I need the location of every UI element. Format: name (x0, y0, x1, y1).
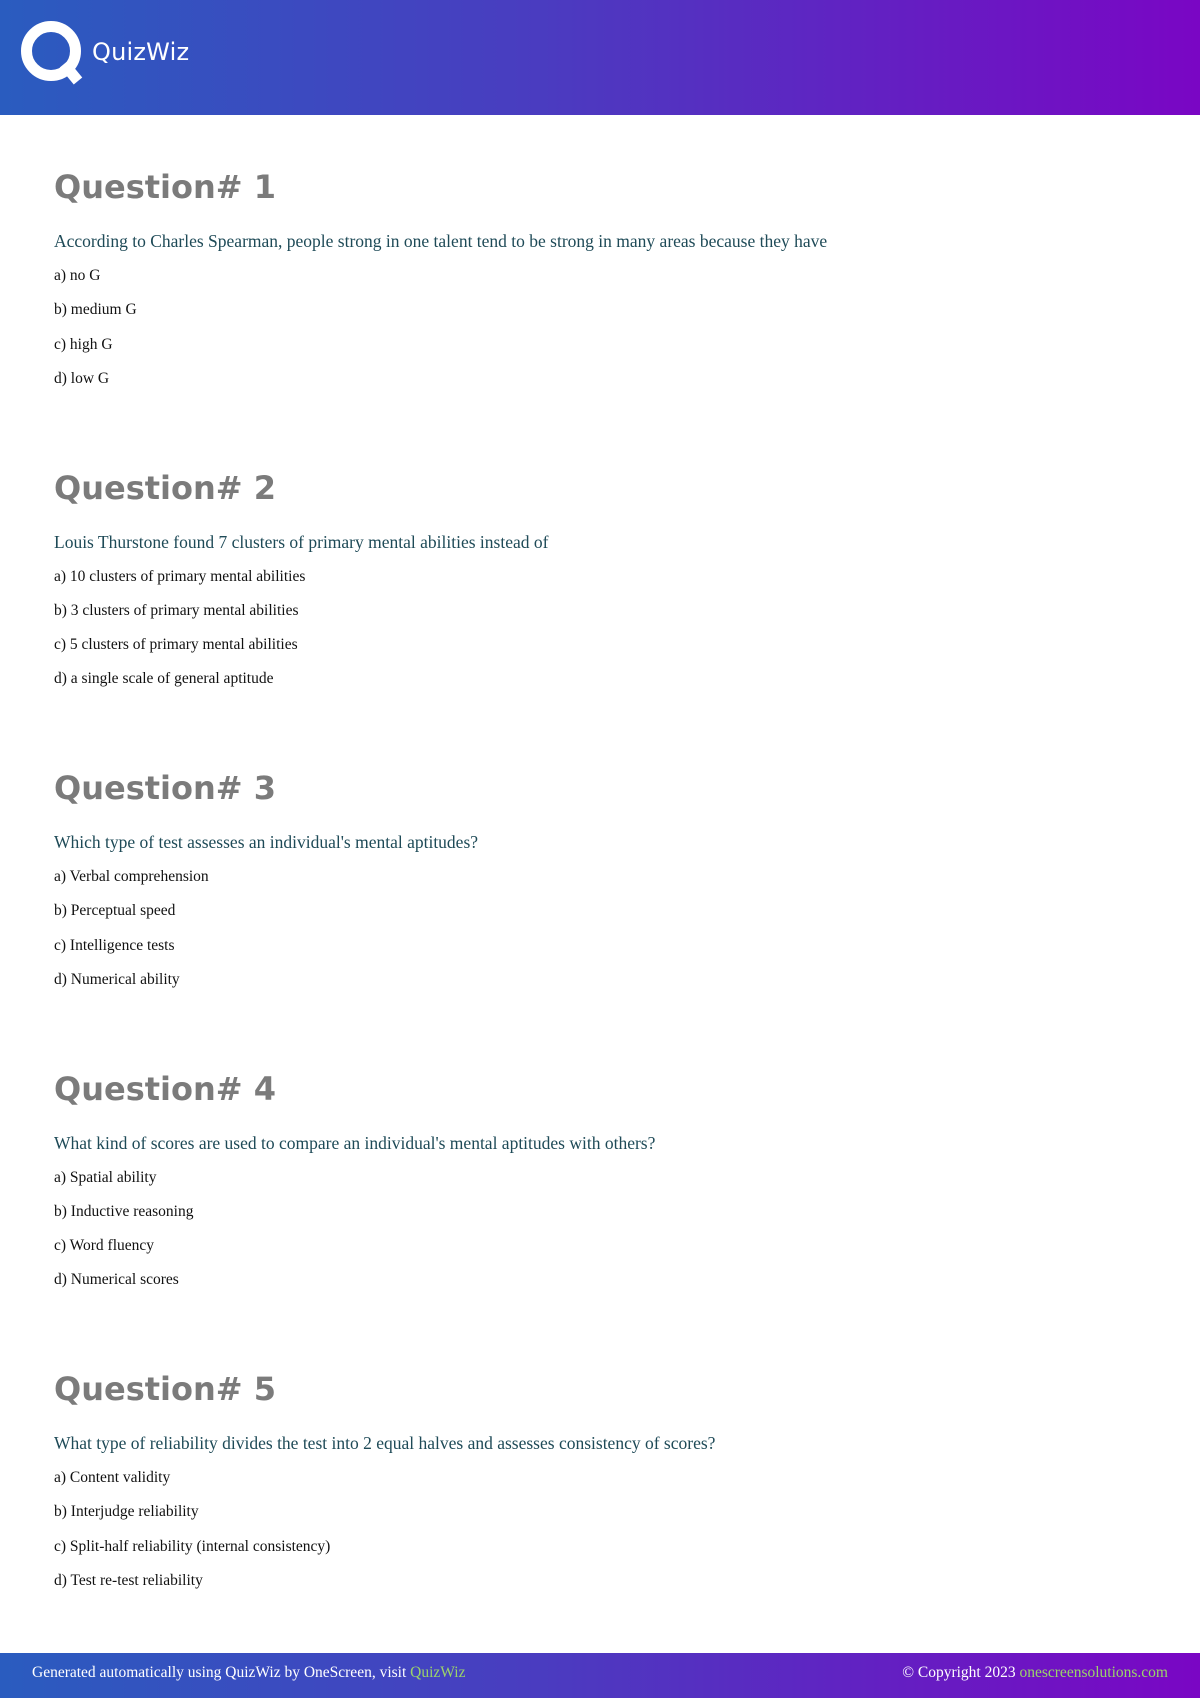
question-text: According to Charles Spearman, people strong in one talent tend to be strong in many areas because they have (54, 231, 828, 251)
question-title: Question# 2 (54, 468, 276, 507)
option-item: b) 3 clusters of primary mental abilities (54, 601, 299, 619)
option-item: c) Intelligence tests (54, 936, 175, 954)
option-item: d) Test re-test reliability (54, 1571, 203, 1589)
option-item: c) high G (54, 335, 113, 353)
question-title: Question# 5 (54, 1370, 276, 1408)
question-block (54, 1057, 1154, 1358)
option-item: a) 10 clusters of primary mental abilities (54, 567, 306, 585)
brand-name: QuizWiz (92, 38, 190, 66)
option-item: c) 5 clusters of primary mental abilities (54, 636, 298, 654)
option-item: b) Perceptual speed (54, 902, 176, 920)
onescreen-link[interactable]: onescreensolutions.com (1019, 1664, 1168, 1681)
page-footer (0, 1653, 1200, 1698)
question-block (54, 1357, 1154, 1658)
option-item: d) a single scale of general aptitude (54, 670, 274, 688)
question-text: What kind of scores are used to compare an individual's mental aptitudes with others? (54, 1132, 656, 1153)
option-item: d) Numerical scores (54, 1271, 179, 1289)
question-title: Question# 3 (54, 769, 276, 807)
page-header (0, 0, 1200, 115)
option-item: b) Inductive reasoning (54, 1202, 194, 1220)
footer-copyright (902, 1653, 1168, 1693)
magnifier-q-icon (20, 20, 86, 90)
option-item: a) Verbal comprehension (54, 868, 209, 885)
quiz-content (54, 155, 1154, 1658)
question-text: What type of reliability divides the test into 2 equal halves and assesses consistency of scores? (54, 1433, 716, 1453)
footer-left-text: Generated automatically using QuizWiz by OneScreen, visit (32, 1664, 411, 1681)
option-item: a) no G (54, 267, 101, 284)
option-item: a) Content validity (54, 1469, 171, 1486)
question-block (54, 456, 1154, 757)
option-item: b) medium G (54, 301, 137, 319)
option-list (54, 860, 1154, 997)
option-item: b) Interjudge reliability (54, 1503, 199, 1521)
question-block (54, 756, 1154, 1057)
option-item: a) Spatial ability (54, 1168, 157, 1186)
question-text: Which type of test assesses an individual's mental aptitudes? (54, 832, 479, 852)
option-list (54, 1461, 1154, 1598)
question-title: Question# 4 (54, 1069, 276, 1108)
question-title: Question# 1 (54, 168, 276, 206)
quizwiz-link[interactable]: QuizWiz (410, 1664, 466, 1681)
option-item: d) low G (54, 369, 110, 387)
question-block (54, 155, 1154, 456)
option-list (54, 259, 1154, 396)
option-list (54, 1161, 1154, 1298)
question-text: Louis Thurstone found 7 clusters of primary mental abilities instead of (54, 531, 549, 552)
quizwiz-logo[interactable] (20, 20, 189, 90)
option-item: d) Numerical ability (54, 970, 180, 988)
copyright-text: © Copyright 2023 (902, 1664, 1020, 1681)
footer-generated-note (32, 1653, 465, 1693)
option-list (54, 560, 1154, 697)
option-item: c) Split-half reliability (internal consistency) (54, 1537, 331, 1555)
option-item: c) Word fluency (54, 1237, 155, 1255)
